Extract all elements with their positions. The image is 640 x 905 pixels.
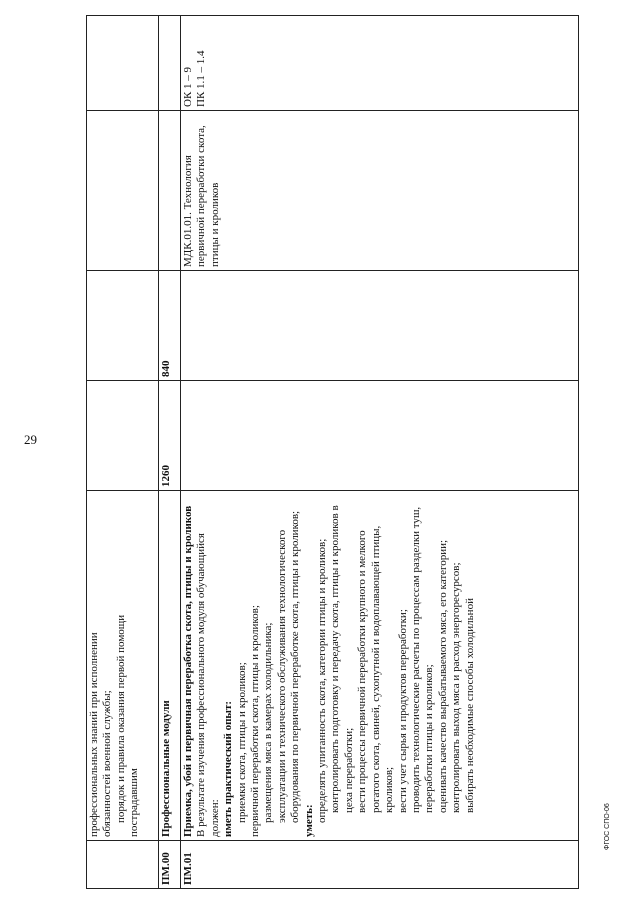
text-line: пострадавшим — [128, 768, 141, 837]
module-description — [181, 491, 579, 841]
text-line: порядок и правила оказания первой помощи — [114, 614, 127, 823]
page-number: 29 — [24, 432, 37, 447]
list-item: эксплуатации и технического обслуживания технологического оборудования по первичной переработке скота, птицы и кроликов; — [275, 510, 302, 823]
table-row-top — [87, 16, 159, 889]
list-item: первичной переработки скота, птицы и кроликов; — [249, 605, 262, 837]
cell-empty — [159, 111, 181, 271]
list-item: вести процессы первичной переработки крупного и мелкого рогатого скота, свиней, сухопутной и водоплавающей птицы, кроликов; — [356, 525, 396, 813]
mdk-cell: МДК.01.01. Технология первичной переработки скота, птицы и кроликов — [181, 111, 579, 271]
cell-empty — [87, 16, 159, 111]
text-line: профессиональных знаний при исполнении — [88, 632, 100, 837]
list-item: вести учет сырья и продуктов переработки; — [396, 609, 409, 813]
cell-empty — [87, 271, 159, 381]
hours-class: 840 — [159, 271, 181, 381]
section-code: ПМ.00 — [159, 841, 181, 889]
curriculum-table — [86, 15, 579, 889]
list-item: приемки скота, птицы и кроликов; — [235, 662, 248, 823]
list-item: размещения мяса в камерах холодильника; — [262, 622, 275, 823]
competency-pk: ПК 1.1 – 1.4 — [195, 50, 208, 107]
practical-label: иметь практический опыт: — [222, 700, 235, 837]
competency-ok: ОК 1 – 9 — [182, 66, 194, 107]
table-row-module — [181, 16, 579, 889]
document-table-rotated — [86, 16, 579, 889]
list-item: контролировать выход мяса и расход энергоресурсов; — [450, 562, 463, 813]
skills-label: уметь: — [302, 804, 315, 837]
cell-empty — [87, 111, 159, 271]
cell-empty — [181, 271, 579, 381]
cell-empty — [159, 16, 181, 111]
text-line: обязанностей военной службы; — [101, 690, 114, 837]
cell-knowledge-continued — [87, 491, 159, 841]
cell-empty — [87, 841, 159, 889]
module-title: Приемка, убой и первичная переработка скота, птицы и кроликов — [182, 505, 194, 837]
list-item: проводить технологические расчеты по процессам разделки туш, переработки птицы и кроликов; — [409, 506, 436, 813]
competency-codes — [181, 16, 579, 111]
section-title: Профессиональные модули — [159, 491, 181, 841]
hours-max: 1260 — [159, 381, 181, 491]
list-item: выбирать необходимые способы холодильной — [463, 598, 476, 813]
footer-standard-code: ФГОС СПО-06 — [604, 803, 611, 850]
list-item: контролировать подготовку и передачу скота, птицы и кроликов в цеха переработки; — [329, 505, 355, 813]
table-row-section — [159, 16, 181, 889]
cell-empty — [181, 381, 579, 491]
list-item: оценивать качество вырабатываемого мяса, его категории; — [436, 539, 449, 813]
list-item: определять упитанность скота, категории птицы и кроликов; — [316, 538, 329, 823]
module-code: ПМ.01 — [181, 841, 579, 889]
module-intro: В результате изучения профессионального модуля обучающийся должен: — [195, 533, 221, 837]
cell-empty — [87, 381, 159, 491]
